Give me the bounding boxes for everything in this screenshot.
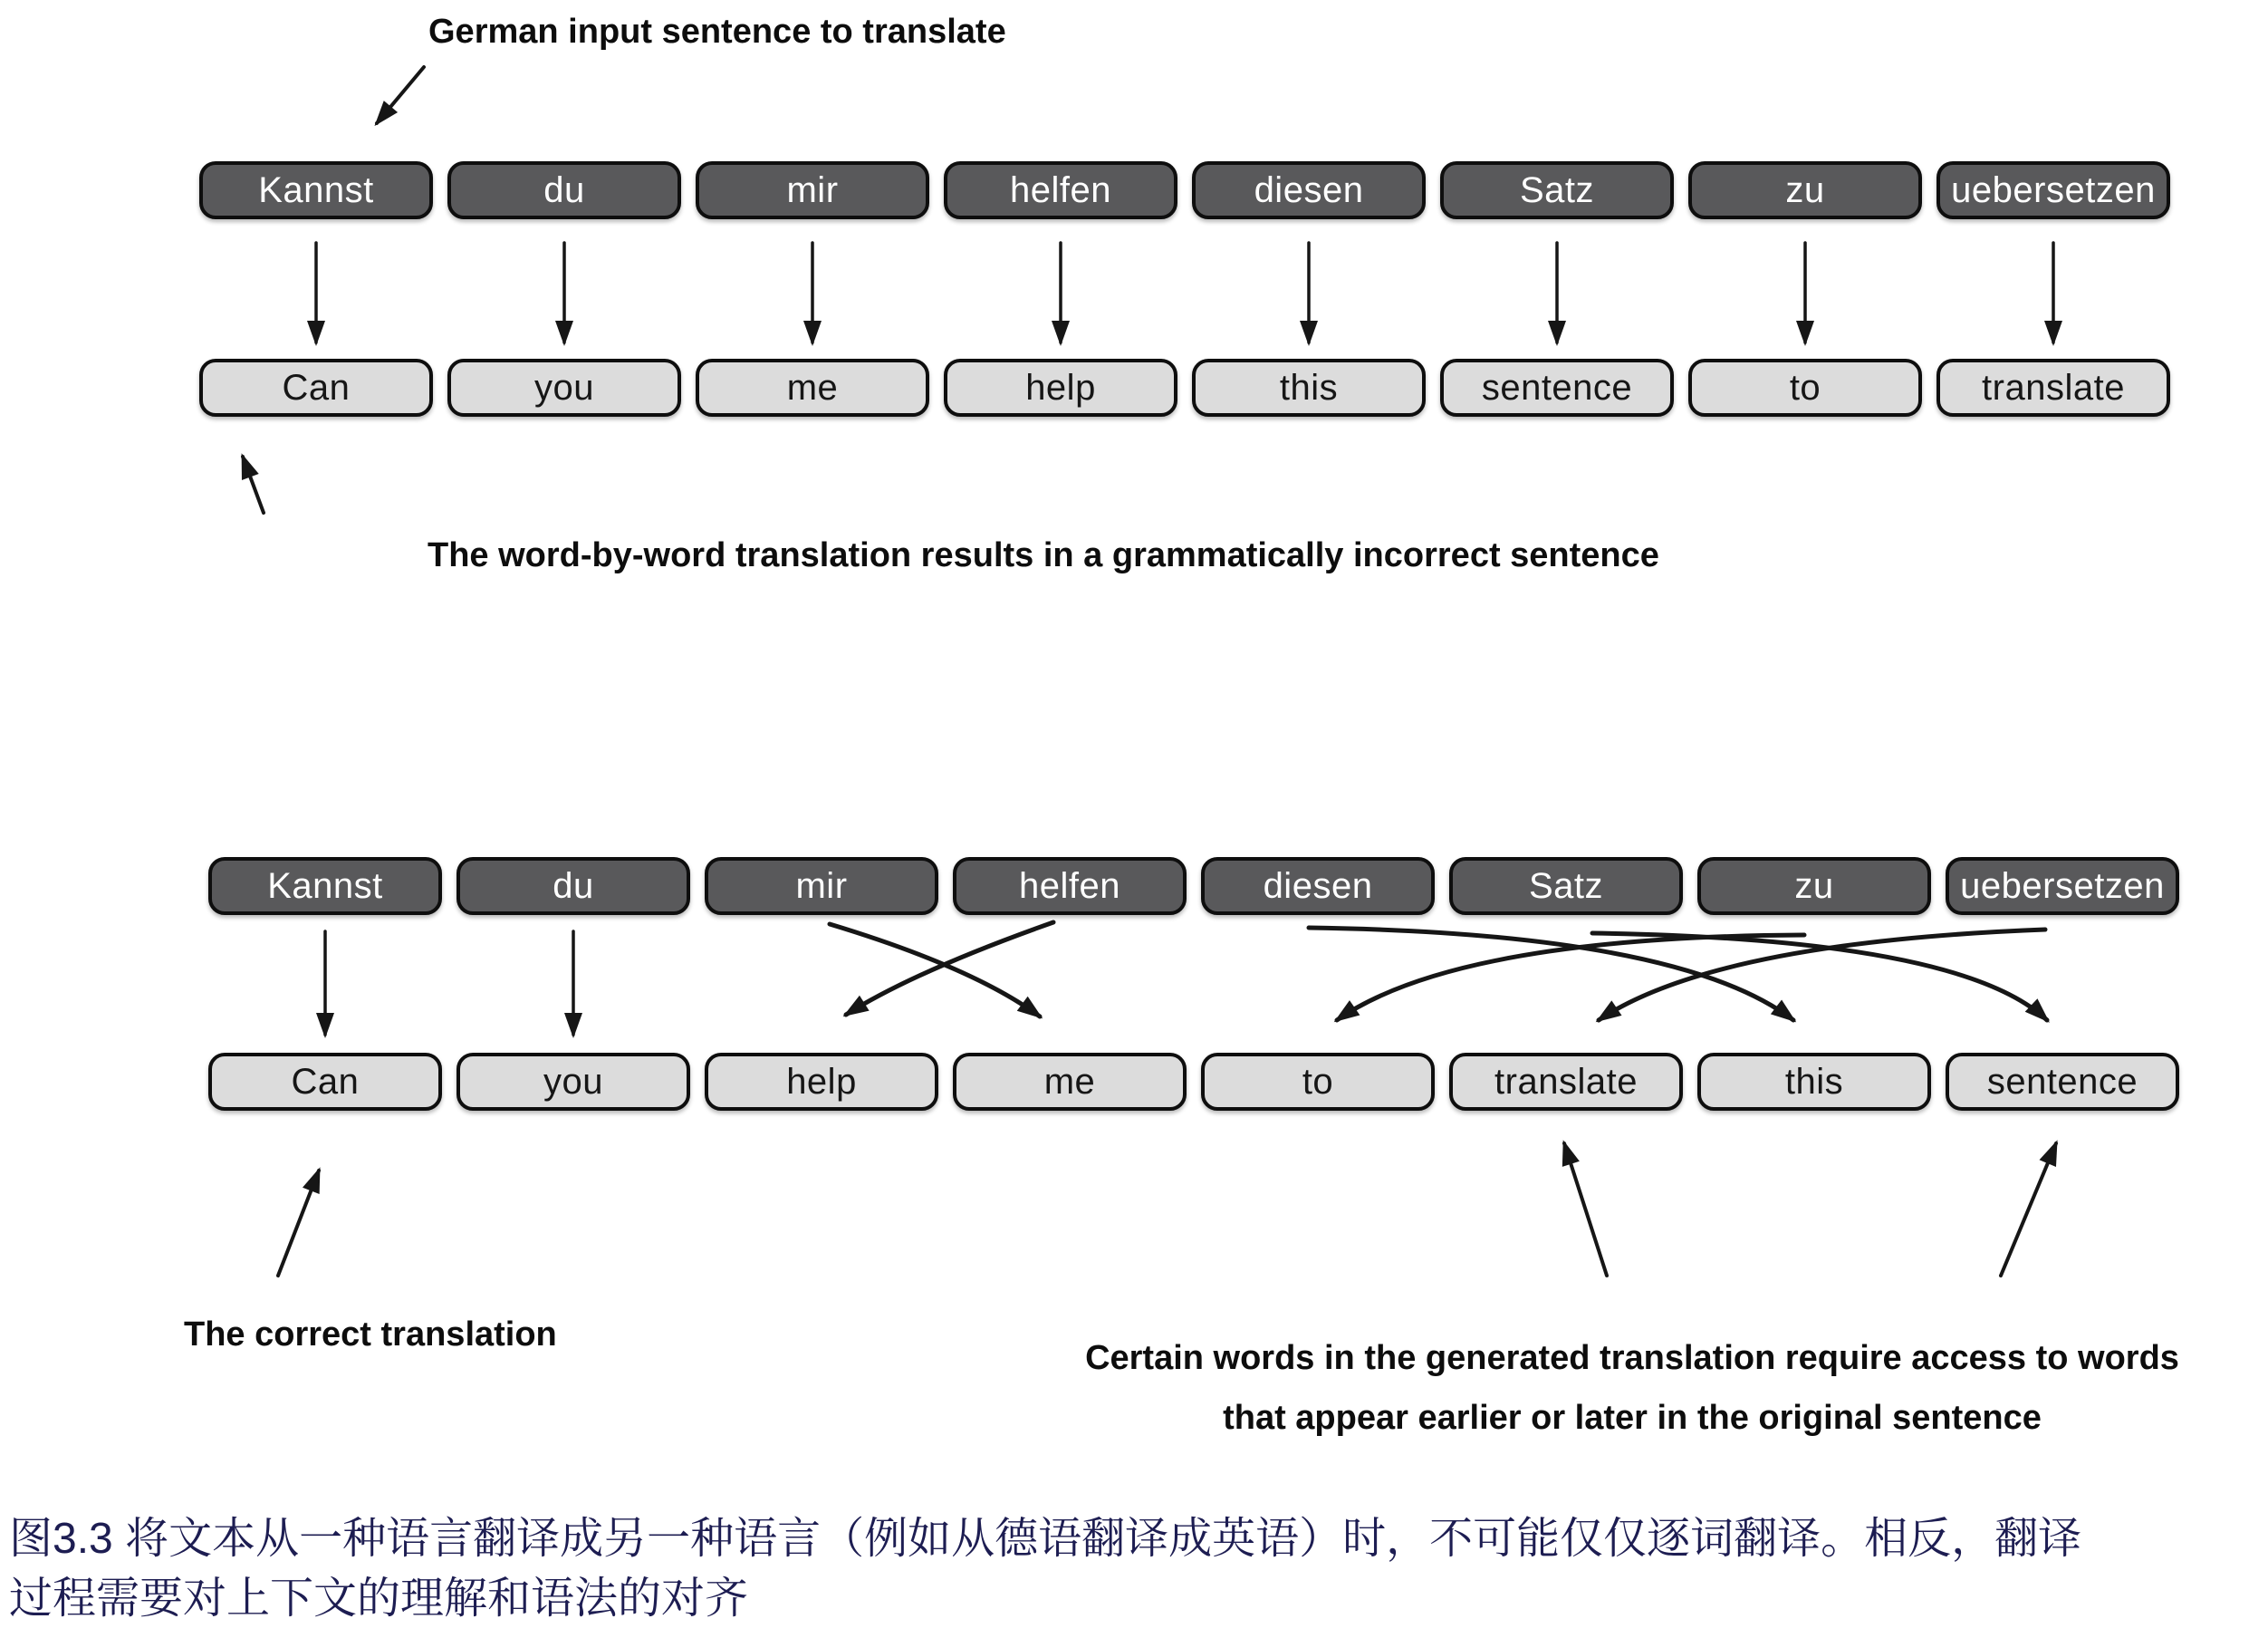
arrow-attention-to-sentence [2001,1143,2056,1276]
german-word-box: Satz [1449,857,1683,915]
arrow-annotation-german-input [377,67,424,123]
german-word-box: du [447,161,681,219]
annotation-word-by-word-result: The word-by-word translation results in a grammatically incorrect sentence [428,536,1659,574]
arrow2-satz-to-sentence [1592,933,2047,1020]
german-word-box: helfen [944,161,1177,219]
figure-caption [9,1509,2081,1629]
german-word-box: uebersetzen [1936,161,2170,219]
arrow2-uebersetzen-to-translate [1599,930,2045,1020]
annotation-attention-line1: Certain words in the generated translation require access to words [1085,1339,2179,1377]
german-word-box: Satz [1440,161,1674,219]
english-word-box: Can [199,359,433,417]
german-word-box: mir [696,161,929,219]
english-word-box: help [705,1053,938,1111]
german-word-box: helfen [953,857,1187,915]
english-word-box: this [1192,359,1426,417]
figure-caption-line1: 图3.3 将文本从一种语言翻译成另一种语言（例如从德语翻译成英语）时，不可能仅仅逐词翻译。相反，翻译 [9,1515,2082,1563]
german-word-box: uebersetzen [1946,857,2179,915]
arrow-annotation-correct [278,1171,319,1276]
arrow2-zu-to-to [1337,935,1804,1020]
english-word-box: help [944,359,1177,417]
german-word-box: Kannst [208,857,442,915]
annotation-german-input: German input sentence to translate [428,13,1006,51]
english-word-box: Can [208,1053,442,1111]
english-word-box: sentence [1440,359,1674,417]
english-word-box: you [447,359,681,417]
annotation-attention-line2: that appear earlier or later in the original sentence [1223,1399,2042,1437]
english-word-box: me [953,1053,1187,1111]
german-word-box: mir [705,857,938,915]
german-word-box: diesen [1201,857,1435,915]
english-word-box: this [1697,1053,1931,1111]
arrow2-diesen-to-this [1309,928,1793,1020]
annotation-correct-translation: The correct translation [184,1315,557,1354]
english-word-box: translate [1449,1053,1683,1111]
german-word-box: zu [1688,161,1922,219]
figure-caption-line2: 过程需要对上下文的理解和语法的对齐 [9,1575,749,1623]
german-word-box: zu [1697,857,1931,915]
english-word-box: to [1688,359,1922,417]
annotation-attention [1023,1328,2241,1448]
english-word-box: me [696,359,929,417]
german-word-box: Kannst [199,161,433,219]
english-word-box: you [456,1053,690,1111]
german-word-box: du [456,857,690,915]
german-word-box: diesen [1192,161,1426,219]
english-word-box: to [1201,1053,1435,1111]
english-word-box: translate [1936,359,2170,417]
arrow-attention-to-translate [1564,1143,1607,1276]
arrow-annotation-word-by-word [243,457,264,513]
english-word-box: sentence [1946,1053,2179,1111]
